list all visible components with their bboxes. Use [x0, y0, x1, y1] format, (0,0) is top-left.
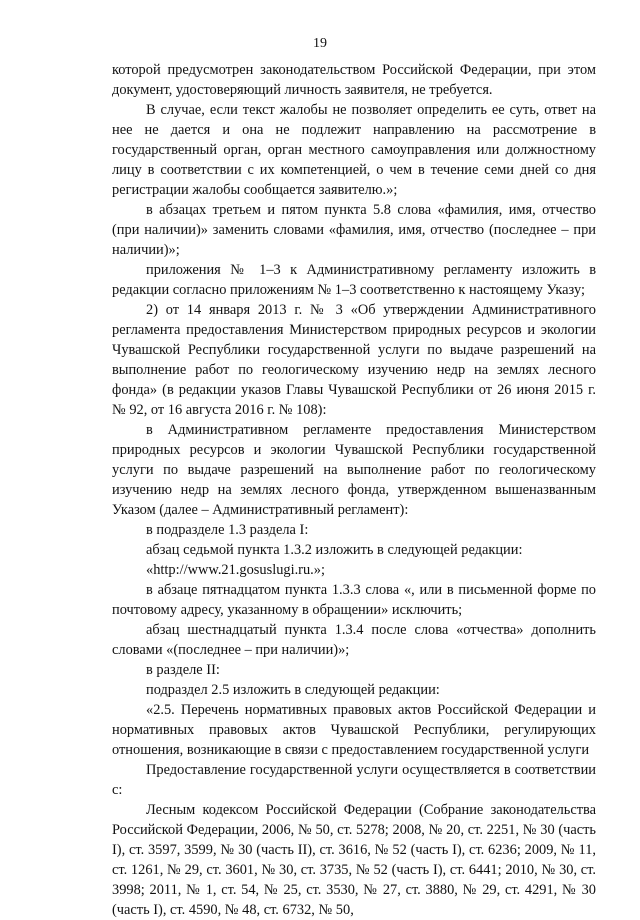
paragraph: которой предусмотрен законодательством Российской Федерации, при этом документ, удостоверяющий личность заявителя, не требуется. — [112, 62, 596, 98]
paragraph: Предоставление государственной услуги осуществляется в соответствии с: — [112, 762, 596, 798]
paragraph: абзац седьмой пункта 1.3.2 изложить в следующей редакции: — [146, 542, 523, 558]
document-body — [112, 60, 596, 920]
paragraph: абзац шестнадцатый пункта 1.3.4 после слова «отчества» дополнить словами «(последнее – при наличии)»; — [112, 622, 596, 658]
paragraph: в Административном регламенте предоставления Министерством природных ресурсов и экологии Чувашской Республики государственной услуги по выдаче разрешений на выполнение работ по геологическому изучению недр на землях лесного фонда, утвержденном вышеназванным Указом (далее – Административный регламент): — [112, 422, 596, 518]
paragraph: в подразделе 1.3 раздела I: — [146, 522, 309, 538]
paragraph: приложения № 1–3 к Административному регламенту изложить в редакции согласно приложениям № 1–3 соответственно к настоящему Указу; — [112, 262, 596, 298]
paragraph: в абзацах третьем и пятом пункта 5.8 слова «фамилия, имя, отчество (при наличии)» заменить словами «фамилия, имя, отчество (последнее – при наличии)»; — [112, 202, 596, 258]
paragraph: подраздел 2.5 изложить в следующей редакции: — [146, 682, 440, 698]
paragraph: 2) от 14 января 2013 г. № 3 «Об утверждении Административного регламента предоставления Министерством природных ресурсов и экологии Чувашской Республики государственной услуги по выдаче разрешений на выполнение работ по геологическому изучению недр на землях лесного фонда» (в редакции указов Главы Чувашской Республики от 26 июня 2015 г. № 92, от 16 августа 2016 г. № 108): — [112, 302, 596, 418]
paragraph: в абзаце пятнадцатом пункта 1.3.3 слова «, или в письменной форме по почтовому адресу, указанному в обращении» исключить; — [112, 582, 596, 618]
paragraph: «http://www.21.gosuslugi.ru.»; — [146, 562, 325, 578]
paragraph: В случае, если текст жалобы не позволяет определить ее суть, ответ на нее не дается и она не подлежит направлению на рассмотрение в государственный орган, орган местного самоуправления или должностному лицу в соответствии с их компетенцией, о чем в течение семи дней со дня регистрации жалобы сообщается заявителю.»; — [112, 102, 596, 198]
page-number: 19 — [313, 36, 327, 51]
paragraph: в разделе II: — [146, 662, 220, 678]
paragraph: Лесным кодексом Российской Федерации (Собрание законодательства Российской Федерации, 2006, № 50, ст. 5278; 2008, № 20, ст. 2251, № 30 (часть I), ст. 3597, 3599, № 30 (часть II), ст. 3616, № 52 (часть I), ст. 6236; 2009, № 11, ст. 1261, № 29, ст. 3601, № 30, ст. 3735, № 52 (часть I), ст. 6441; 2010, № 30, ст. 3998; 2011, № 1, ст. 54, № 25, ст. 3530, № 27, ст. 3880, № 29, ст. 4291, № 30 (часть I), ст. 4590, № 48, ст. 6732, № 50, — [112, 802, 596, 918]
paragraph: «2.5. Перечень нормативных правовых актов Российской Федерации и нормативных правовых актов Чувашской Республики, регулирующих отношения, возникающие в связи с предоставлением государственной услуги — [112, 702, 596, 758]
